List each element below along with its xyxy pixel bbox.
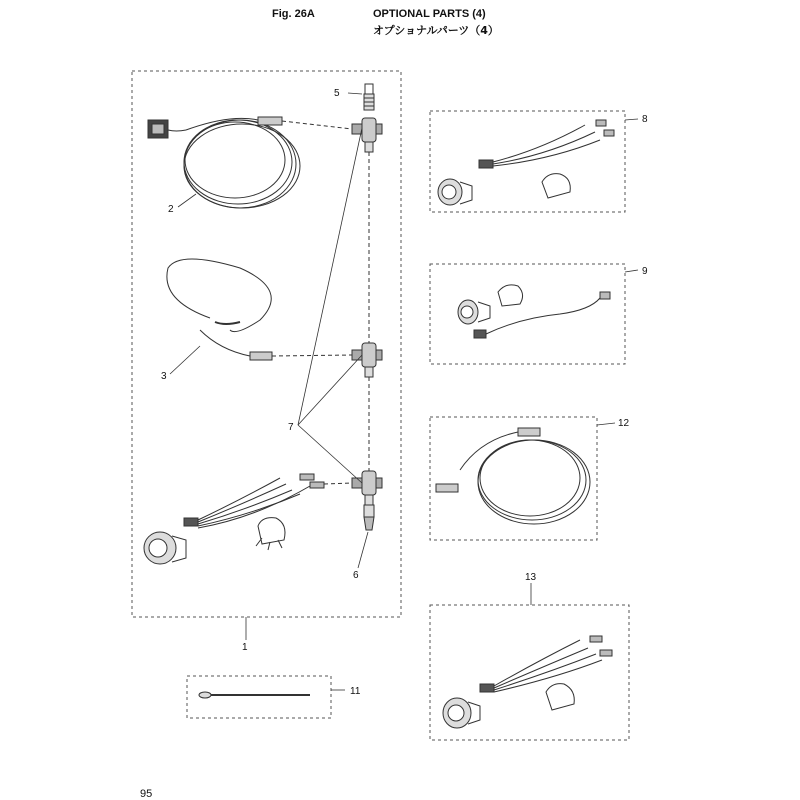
page-title: OPTIONAL PARTS (4)	[373, 8, 486, 20]
callout-13: 13	[525, 572, 537, 583]
gauge-harness-part-1	[144, 474, 352, 564]
tee-connector-top	[352, 118, 382, 152]
cable-coil-part-2	[148, 117, 352, 208]
callout-7: 7	[288, 422, 294, 433]
callout-9: 9	[642, 266, 648, 277]
probe-part-11	[199, 692, 310, 698]
page-number: 95	[140, 788, 153, 800]
callout-5: 5	[334, 88, 340, 99]
tee-connector-bottom	[352, 471, 382, 505]
callout-11: 11	[350, 686, 361, 697]
connector-plug-part-5	[364, 84, 374, 110]
cable-loop-part-3	[167, 259, 352, 360]
callout-3: 3	[161, 371, 167, 382]
callout-1: 1	[242, 642, 248, 653]
gauge-harness-part-9	[458, 285, 610, 338]
callout-labels	[161, 88, 648, 697]
tee-connector-middle	[352, 343, 382, 377]
callout-12: 12	[618, 418, 630, 429]
gauge-harness-part-13	[443, 636, 612, 728]
callout-8: 8	[642, 114, 648, 125]
callout-2: 2	[168, 204, 174, 215]
figure-number: Fig. 26A	[272, 8, 315, 20]
callout-6: 6	[353, 570, 359, 581]
page-title-japanese: オプショナルパーツ（4）	[373, 24, 499, 37]
cable-coil-part-12	[436, 428, 590, 524]
gauge-harness-part-8	[438, 120, 614, 205]
terminator-part-6	[364, 505, 374, 530]
